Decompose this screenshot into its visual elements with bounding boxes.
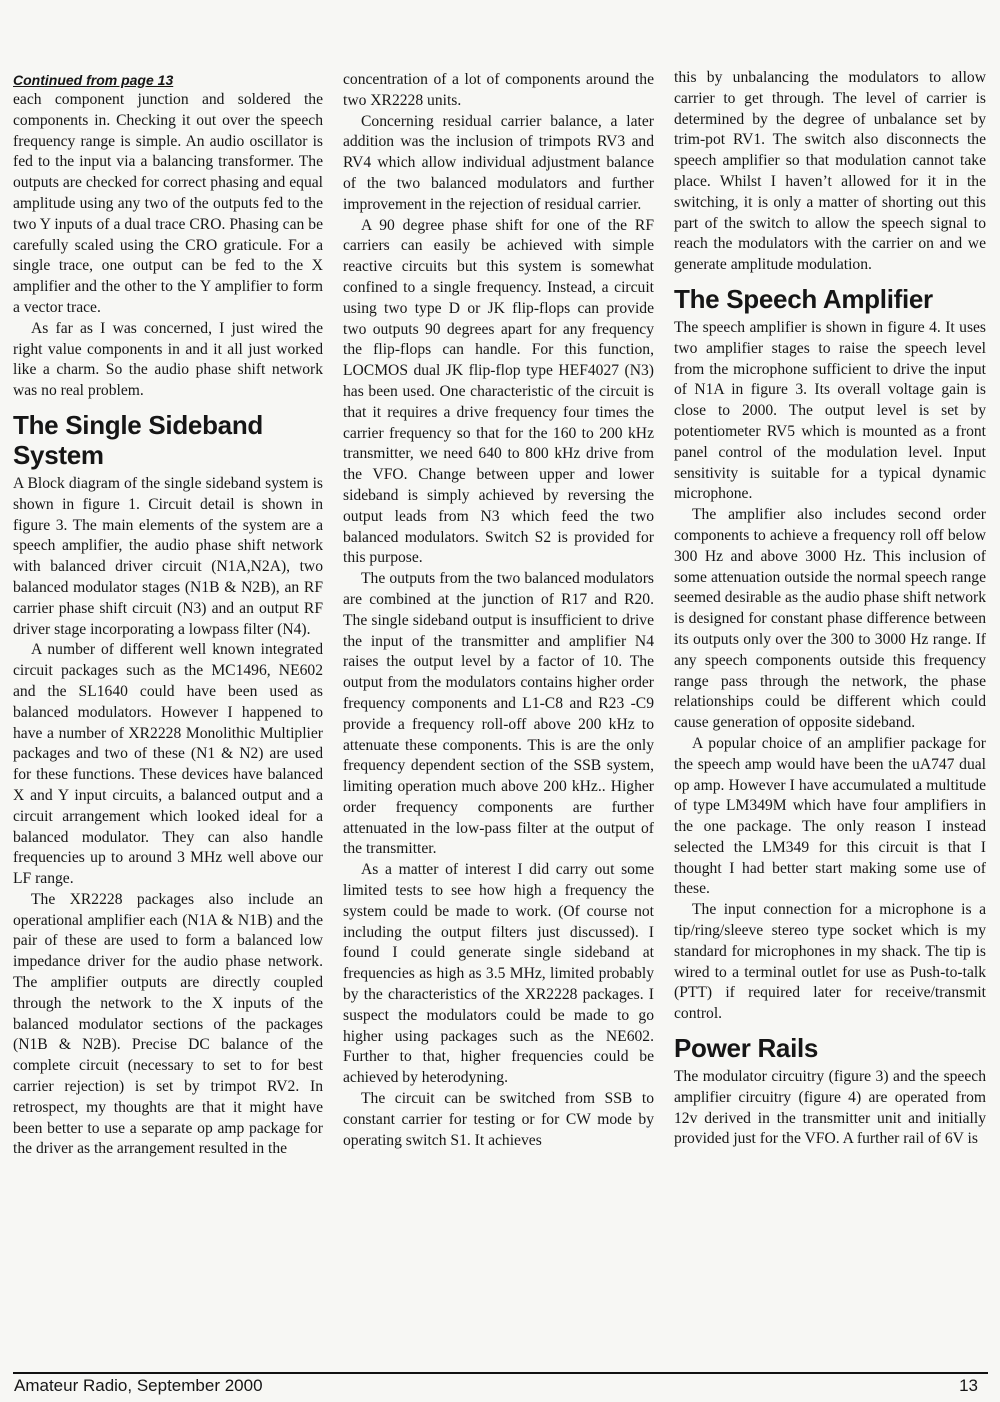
section-heading: The Speech Amplifier	[674, 283, 933, 314]
column-2	[343, 70, 654, 1151]
footer-divider	[13, 1372, 988, 1374]
paragraph: A number of different well known integrated circuit packages such as the MC1496, NE602 and the SL1640 could have been used as balanced modulators. However I happened to have a number of XR2228 Monolithic Multiplier packages and two of these (N1 & N2) are used for these functions. These devices have balanced X and Y input circuits, a balanced output and a circuit arrangement which looked ideal for a balanced modulator. They can also handle frequencies up to around 3 MHz well above our LF range.	[13, 641, 323, 888]
footer-page-number: 13	[959, 1376, 978, 1395]
paragraph: The input connection for a microphone is a tip/ring/sleeve stereo type socket which is my standard for microphones in my shack. The tip is wired to a terminal outlet for use as Push-to-talk (PTT) if required later for receive/transmit control.	[674, 901, 986, 1023]
paragraph: The amplifier also includes second order components to achieve a frequency roll off below 300 Hz and above 3000 Hz. This inclusion of some attenuation outside the normal speech range seemed desirable as the audio phase shift network is designed for constant phase difference between its outputs only over the 300 to 3000 Hz range. If any speech components outside this frequency range pass through the network, the phase relationships could be different which could cause generation of opposite sideband.	[674, 506, 986, 732]
paragraph: A Block diagram of the single sideband system is shown in figure 1. Circuit detail is shown in figure 3. The main elements of the system are a speech amplifier, the audio phase shift network with balanced driver circuit (N1A,N2A), two balanced modulator stages (N1B & N2B), an RF carrier phase shift circuit (N3) and an output RF driver stage incorporating a lowpass filter (N4).	[13, 474, 323, 638]
column-3	[674, 68, 986, 1150]
footer-publication: Amateur Radio, September 2000	[14, 1376, 263, 1395]
paragraph: concentration of a lot of components around the two XR2228 units.	[343, 71, 654, 109]
column-1	[13, 70, 323, 1160]
paragraph: A 90 degree phase shift for one of the RF carriers can easily be achieved with simple reactive circuits but this system is somewhat confined to a single frequency. Instead, a circuit using two type D or JK flip-flops can provide two outputs 90 degrees apart for any frequency the flip-flops can handle. For this function, LOCMOS dual JK flip-flop type HEF4027 (N3) has been used. One characteristic of the circuit is that it requires a drive frequency four times the carrier frequency so that for the 160 to 200 kHz transmitter, we need 640 to 800 kHz drive from the VFO. Change between upper and lower sideband is simply achieved by reversing the output leads from N3 which feed the two balanced modulators. Switch S2 is provided for this purpose.	[343, 216, 654, 567]
paragraph: As far as I was concerned, I just wired the right value components in and it all just worked like a charm. So the audio phase shift network was no real problem.	[13, 319, 323, 400]
section-heading: Power Rails	[674, 1033, 819, 1064]
paragraph: The speech amplifier is shown in figure 4. It uses two amplifier stages to raise the speech level from the microphone sufficient to drive the input of N1A in figure 3. Its overall voltage gain is close to 2000. The output level is set by potentiometer RV5 which is mounted as a front panel control of the modulation level. Input sensitivity is suitable for a typical dynamic microphone.	[674, 318, 986, 503]
section-heading: The Single Sideband System	[13, 409, 263, 470]
paragraph: The modulator circuitry (figure 3) and the speech amplifier circuitry (figure 4) are operated from 12v derived in the transmitter unit and initially provided just for the VFO. A further rail of 6V is	[674, 1068, 986, 1148]
paragraph: A popular choice of an amplifier package for the speech amp would have been the uA747 dual op amp. However I have accumulated a multitude of type LM349M which have four amplifiers in the one package. The only reason I instead selected the LM349 for this circuit is that I thought I had better start making some use of these.	[674, 734, 986, 898]
paragraph: each component junction and soldered the components in. Checking it out over the speech frequency range is simple. An audio oscillator is fed to the input via a balancing transformer. The outputs are checked for correct phasing and equal amplitude using any two of the outputs fed to the two Y inputs of a dual trace CRO. Phasing can be carefully scaled using the CRO graticule. For a single trace, one output can be fed to the X amplifier and the other to the Y amplifier to form a vector trace.	[13, 91, 323, 316]
paragraph: The outputs from the two balanced modulators are combined at the junction of R17 and R20. The single sideband output is insufficient to drive the input of the transmitter and amplifier N4 raises the output level by a factor of 10. The output from the modulators contains higher order frequency components and L1-C8 and R23 -C9 provide a frequency roll-off above 200 kHz to attenuate these components. This is are the only frequency dependent section of the SSB system, limiting operation much above 200 kHz.. Higher order frequency components are further attenuated in the low-pass filter at the output of the transmitter.	[343, 570, 654, 858]
paragraph: The XR2228 packages also include an operational amplifier each (N1A & N1B) and the pair of these are used to form a balanced low impedance driver for the audio phase network. The amplifier outputs are directly coupled through the network to the X inputs of the balanced modulator sections of the packages (N1B & N2B). Precise DC balance of the complete circuit (necessary to set to for best carrier rejection) is set by trimpot RV2. In retrospect, my thoughts are that it might have been better to use a separate op amp package for the driver as the arrangement resulted in the	[13, 890, 323, 1158]
paragraph: this by unbalancing the modulators to allow carrier to get through. The level of carrier is determined by the degree of unbalance set by trim-pot RV1. The switch also disconnects the speech amplifier so that modulation cannot take place. Whilst I haven’t allowed for it in the switching, it is only a matter of shorting out this part of the switch to allow the speech signal to reach the modulators with the carrier on and we generate amplitude modulation.	[674, 69, 986, 274]
continued-note: Continued from page 13	[13, 72, 174, 88]
paragraph: As a matter of interest I did carry out some limited tests to see how high a frequency the system could be made to work. (Of course not including the output filters just discussed). I found I could generate single sideband at frequencies as high as 3.5 MHz, limited probably by the characteristics of the XR2228 packages. I suspect the modulators could be made to go higher using packages such as the NE602. Further to that, higher frequencies could be achieved by heterodyning.	[343, 861, 654, 1087]
paragraph: The circuit can be switched from SSB to constant carrier for testing or for CW mode by operating switch S1. It achieves	[343, 1090, 654, 1149]
paragraph: Concerning residual carrier balance, a later addition was the inclusion of trimpots RV3 and RV4 which allow individual adjustment balance of the two balanced modulators and further improvement in the rejection of residual carrier.	[343, 112, 654, 213]
